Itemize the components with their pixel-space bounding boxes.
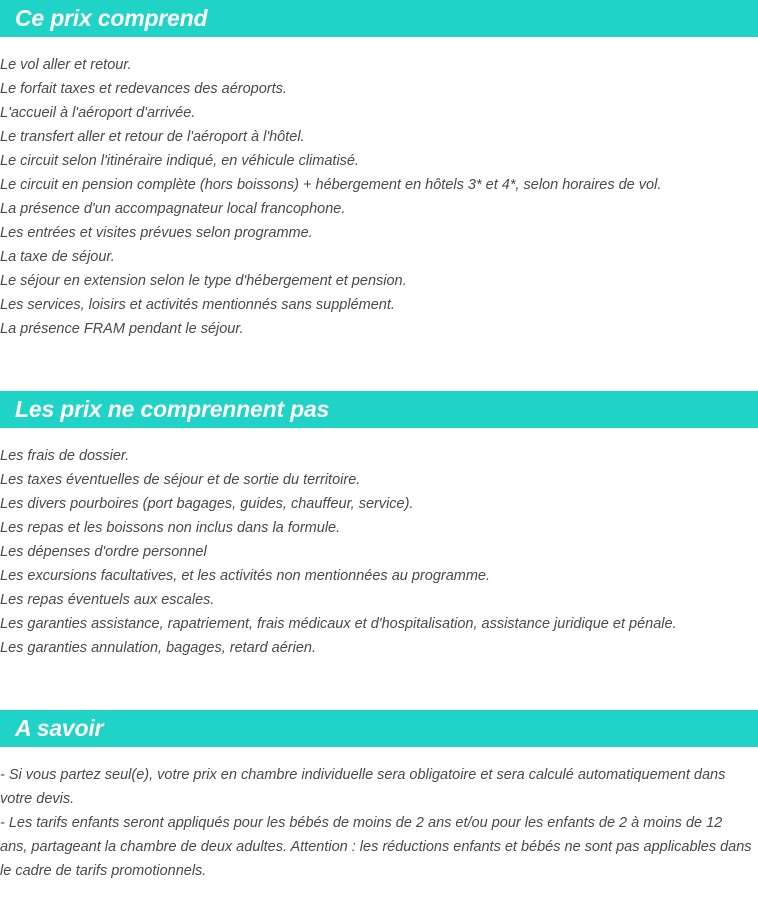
list-item: La présence d'un accompagnateur local francophone. [0, 201, 346, 217]
section-good-to-know [0, 710, 758, 883]
section-title: Ce prix comprend [0, 0, 758, 37]
list-item: Les taxes éventuelles de séjour et de sortie du territoire. [0, 472, 361, 488]
list-item: L'accueil à l'aéroport d'arrivée. [0, 105, 196, 121]
section-not-included [0, 391, 758, 660]
info-paragraph: - Si vous partez seul(e), votre prix en chambre individuelle sera obligatoire et sera calculé automatiquement dans votre devis. [0, 767, 726, 807]
list-item: Les dépenses d'ordre personnel [0, 544, 207, 560]
included-list [0, 53, 758, 341]
list-item: Le circuit selon l'itinéraire indiqué, en véhicule climatisé. [0, 153, 360, 169]
list-item: Le forfait taxes et redevances des aéroports. [0, 81, 287, 97]
section-included [0, 0, 758, 341]
list-item: La présence FRAM pendant le séjour. [0, 321, 244, 337]
list-item: Les garanties annulation, bagages, retard aérien. [0, 640, 316, 656]
info-paragraph: - Les tarifs enfants seront appliqués pour les bébés de moins de 2 ans et/ou pour les enfants de 2 à moins de 12 ans, partageant la chambre de deux adultes. Attention : les réductions enfants et bébés ne sont pas applicables dans le cadre de tarifs promotionnels. [0, 815, 752, 879]
list-item: Le séjour en extension selon le type d'hébergement et pension. [0, 273, 407, 289]
list-item: Les frais de dossier. [0, 448, 130, 464]
not-included-list [0, 444, 758, 660]
list-item: Les services, loisirs et activités mentionnés sans supplément. [0, 297, 395, 313]
list-item: Les excursions facultatives, et les activités non mentionnées au programme. [0, 568, 491, 584]
list-item: Les garanties assistance, rapatriement, frais médicaux et d'hospitalisation, assistance juridique et pénale. [0, 616, 677, 632]
good-to-know-text [0, 763, 758, 883]
list-item: Les entrées et visites prévues selon programme. [0, 225, 313, 241]
list-item: La taxe de séjour. [0, 249, 115, 265]
list-item: Le transfert aller et retour de l'aéroport à l'hôtel. [0, 129, 305, 145]
list-item: Les repas éventuels aux escales. [0, 592, 215, 608]
list-item: Le circuit en pension complète (hors boissons) + hébergement en hôtels 3* et 4*, selon horaires de vol. [0, 177, 662, 193]
section-title: A savoir [0, 710, 758, 747]
list-item: Le vol aller et retour. [0, 57, 132, 73]
list-item: Les divers pourboires (port bagages, guides, chauffeur, service). [0, 496, 414, 512]
section-title: Les prix ne comprennent pas [0, 391, 758, 428]
list-item: Les repas et les boissons non inclus dans la formule. [0, 520, 341, 536]
